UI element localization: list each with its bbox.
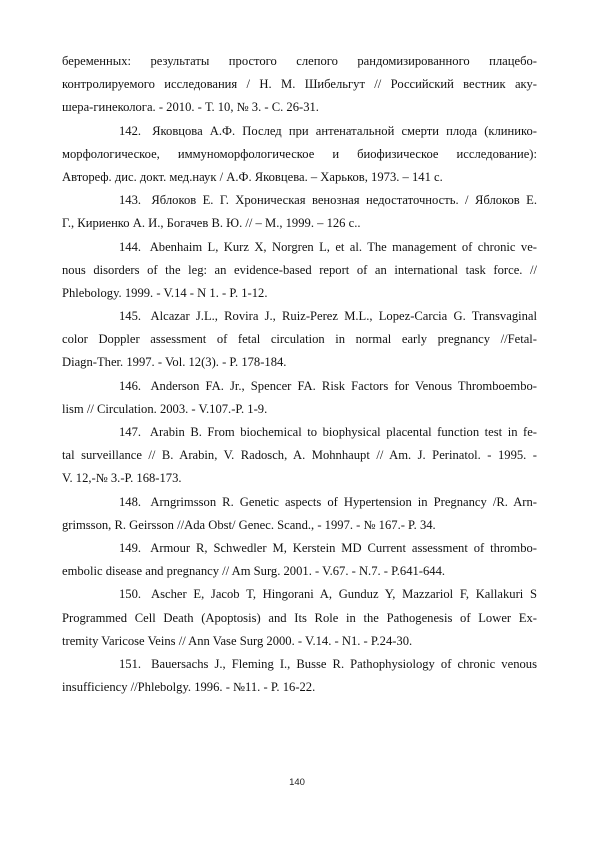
reference-list — [62, 50, 537, 699]
reference-line: Ascher E, Jacob T, Hingorani A, Gunduz Y, Mazzariol F, Kallakuri S — [151, 587, 537, 602]
reference-line: Bauersachs J., Fleming I., Busse R. Pathophysiology of chronic venous — [151, 656, 537, 671]
reference-line: Г., Кириенко А. И., Богачев В. Ю. // – М., 1999. – 126 с.. — [62, 216, 361, 231]
reference-entry-147 — [62, 421, 537, 491]
reference-line: морфологическое, иммуноморфологическое и биофизическое исследование): — [62, 146, 537, 161]
reference-number: 147. — [119, 425, 142, 439]
reference-line: Arngrimsson R. Genetic aspects of Hypertension in Pregnancy /R. Arn- — [150, 494, 537, 509]
reference-line: color Doppler assessment of fetal circulation in normal early pregnancy //Fetal- — [62, 332, 537, 347]
reference-entry-149 — [62, 537, 537, 583]
reference-line: Автореф. дис. докт. мед.наук / А.Ф. Яковцева. – Харьков, 1973. – 141 с. — [62, 169, 443, 184]
reference-line: беременных: результаты простого слепого рандомизированного плацебо- — [62, 54, 537, 68]
reference-line: Яблоков Е. Г. Хроническая венозная недостаточность. / Яблоков Е. — [151, 193, 537, 208]
reference-number: 150. — [119, 587, 142, 602]
reference-line: tremity Varicose Veins // Ann Vase Surg 2000. - V.14. - N1. - P.24-30. — [62, 633, 413, 648]
reference-line: контролируемого исследования / Н. М. Шибельгут // Российский вестник аку- — [62, 77, 537, 92]
reference-line: Abenhaim L, Kurz X, Norgren L, et al. The management of chronic ve- — [149, 239, 537, 254]
reference-line: Anderson FA. Jr., Spencer FA. Risk Factors for Venous Thromboembo- — [150, 378, 537, 393]
reference-number: 148. — [119, 494, 142, 509]
reference-line: шера-гинеколога. - 2010. - Т. 10, № 3. - С. 26-31. — [62, 100, 319, 115]
reference-line: grimsson, R. Geirsson //Ada Obst/ Genec. Scand., - 1997. - № 167.- P. 34. — [62, 517, 436, 532]
reference-continuation — [62, 50, 537, 120]
reference-entry-148 — [62, 491, 537, 537]
reference-line: insufficiency //Phlebolgy. 1996. - №11. - P. 16-22. — [62, 680, 316, 695]
reference-line: tal surveillance // B. Arabin, V. Radosch, A. Mohnhaupt // Am. J. Perinatol. - 1995. - — [62, 448, 537, 463]
reference-number: 149. — [119, 540, 142, 555]
reference-line: Phlebology. 1999. - V.14 - N 1. - P. 1-12. — [62, 285, 268, 300]
reference-entry-151 — [62, 653, 537, 699]
reference-number: 144. — [119, 239, 142, 254]
reference-line: embolic disease and pregnancy // Am Surg. 2001. - V.67. - N.7. - P.641-644. — [62, 564, 446, 579]
reference-entry-142 — [62, 120, 537, 190]
reference-line: lism // Circulation. 2003. - V.107.-P. 1-9. — [62, 401, 268, 416]
reference-number: 145. — [119, 309, 142, 324]
reference-line: V. 12,-№ 3.-P. 168-173. — [62, 471, 182, 486]
reference-entry-146 — [62, 375, 537, 421]
reference-number: 151. — [119, 656, 142, 671]
reference-line: Яковцова А.Ф. Послед при антенатальной смерти плода (клинико- — [152, 123, 537, 138]
reference-entry-150 — [62, 583, 537, 653]
reference-number: 142. — [119, 123, 142, 138]
reference-line: Arabin B. From biochemical to biophysical placental function test in fe- — [149, 425, 537, 439]
reference-entry-144 — [62, 236, 537, 306]
reference-line: Alcazar J.L., Rovira J., Ruiz-Perez M.L., Lopez-Carcia G. Transvaginal — [150, 309, 537, 324]
reference-line: nous disorders of the leg: an evidence-based report of an international task force. // — [62, 262, 537, 277]
reference-number: 146. — [119, 378, 142, 393]
reference-entry-145 — [62, 305, 537, 375]
reference-line: Diagn-Ther. 1997. - Vol. 12(3). - P. 178-184. — [62, 355, 287, 370]
reference-line: Armour R, Schwedler M, Kerstein MD Current assessment of thrombo- — [150, 540, 537, 555]
reference-line: Programmed Cell Death (Apoptosis) and Its Role in the Pathogenesis of Lower Ex- — [62, 610, 537, 625]
reference-number: 143. — [119, 193, 142, 208]
page-number: 140 — [289, 777, 305, 788]
reference-entry-143 — [62, 189, 537, 235]
